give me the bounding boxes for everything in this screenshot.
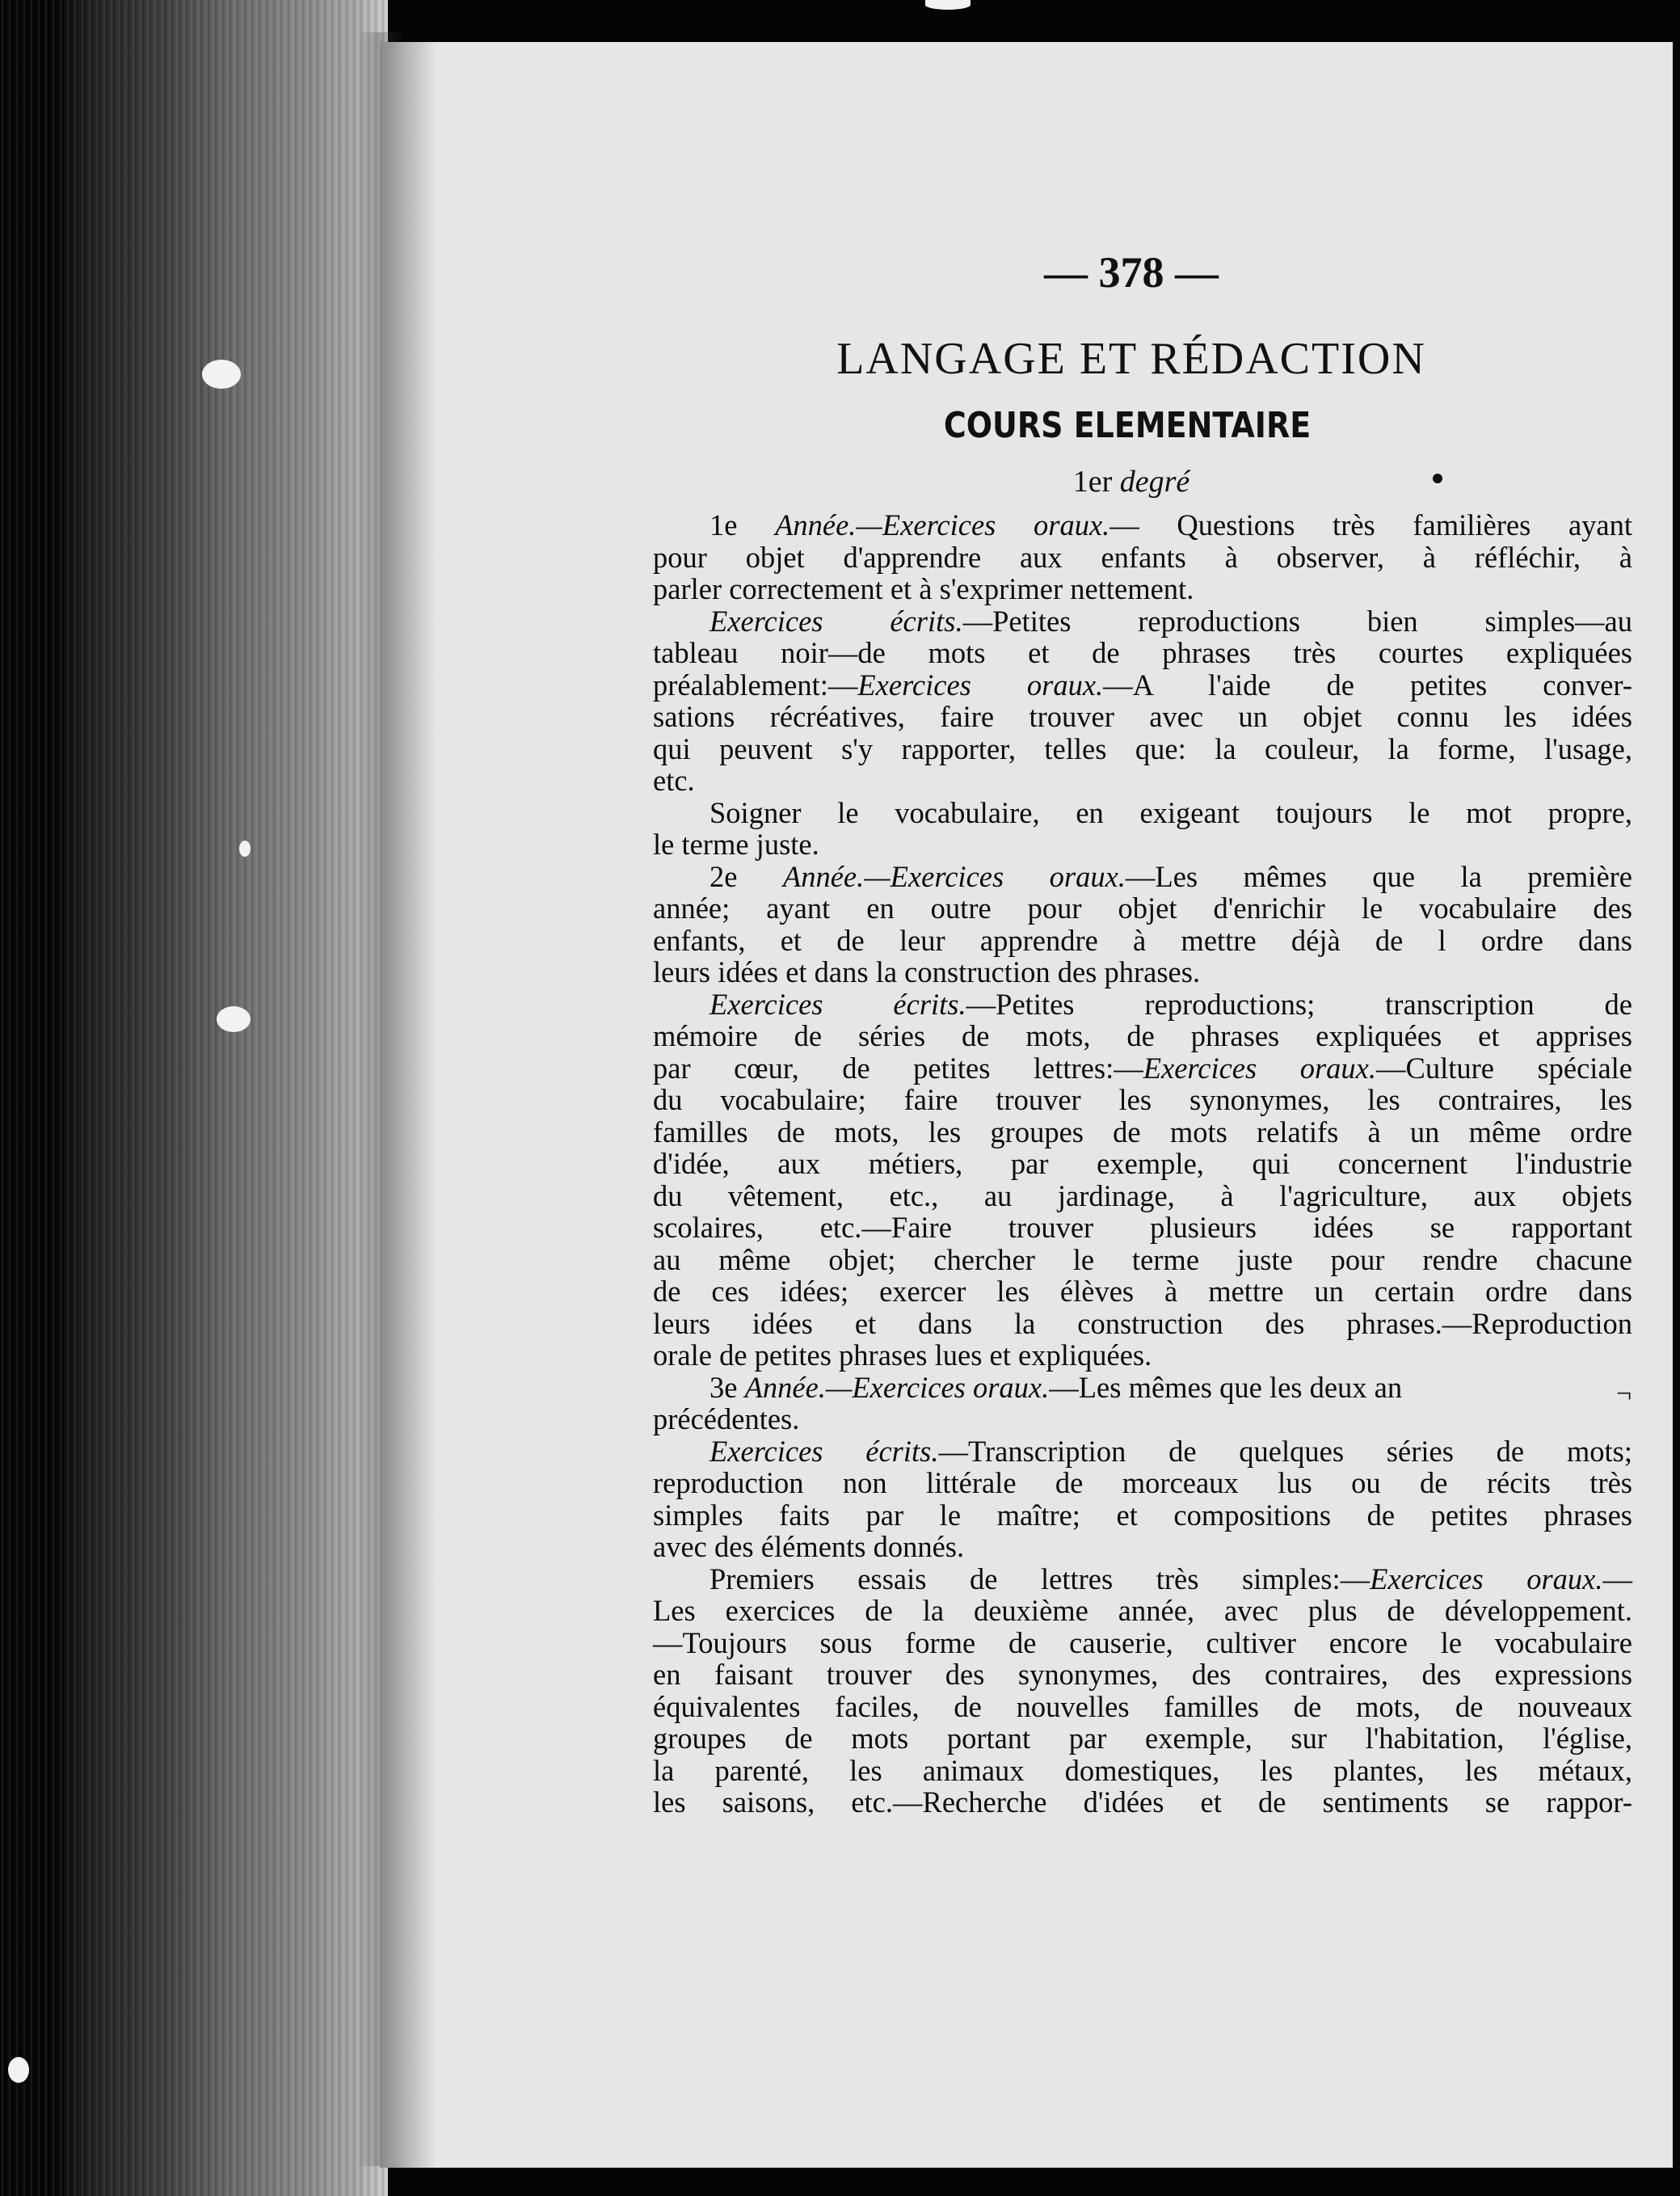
paper-spot (202, 360, 241, 389)
text-run: —Toujours sous forme de causerie, cultiver encore le vocabulaire (653, 1625, 1632, 1659)
text-run: du vêtement, etc., au jardinage, à l'agriculture, aux objets (653, 1178, 1632, 1212)
text-line (653, 1786, 1632, 1819)
stray-mark (1433, 474, 1442, 483)
text-run: les saisons, etc.—Recherche d'idées et de sentiments se rappor- (653, 1785, 1632, 1819)
text-line (653, 701, 1632, 733)
paper-spot (925, 0, 971, 10)
text-run: —Culture spéciale (1375, 1051, 1632, 1085)
text-line (653, 573, 1632, 605)
italic-run: Exercices écrits. (709, 987, 966, 1021)
text-run: année; ayant en outre pour objet d'enrichir le vocabulaire des (653, 891, 1632, 925)
text-run: la parenté, les animaux domestiques, les plantes, les métaux, (653, 1753, 1632, 1787)
text-run: — (1602, 1562, 1632, 1595)
text-run: Premiers essais de lettres très simples:— (709, 1562, 1371, 1595)
text-run: pour objet d'apprendre aux enfants à observer, à réfléchir, à (653, 540, 1632, 574)
text-run: groupes de mots portant par exemple, sur l'habitation, l'église, (653, 1722, 1632, 1755)
text-line (653, 1180, 1632, 1212)
text-run: mémoire de séries de mots, de phrases expliquées et apprises (653, 1019, 1632, 1052)
section-subtitle: COURS ELEMENTAIRE (943, 404, 1312, 446)
text-run: —Les mêmes que la première (1125, 859, 1632, 893)
book-spine (0, 0, 388, 2196)
text-line (653, 637, 1632, 669)
text-run: Soigner le vocabulaire, en exigeant toujours le mot propre, (709, 795, 1632, 829)
text-line (653, 1499, 1632, 1532)
text-line (653, 1755, 1632, 1787)
text-run: Les exercices de la deuxième année, avec plus de développement. (653, 1594, 1632, 1627)
text-run: — Questions très familières ayant (1109, 508, 1632, 542)
degree-heading (1026, 464, 1236, 499)
text-run: —Les mêmes que les deux an (1049, 1370, 1403, 1404)
text-line (653, 1595, 1632, 1627)
text-run: au même objet; chercher le terme juste pour rendre chacune (653, 1242, 1632, 1276)
text-line (653, 956, 1632, 988)
text-run: leurs idées et dans la construction des phrases. (653, 955, 1201, 988)
text-line (653, 1244, 1632, 1276)
text-line (653, 1372, 1632, 1404)
text-line (653, 797, 1632, 829)
text-run: 1e (709, 508, 776, 542)
text-line (653, 925, 1632, 957)
stray-mark: ¬ (1616, 1379, 1632, 1409)
text-line (653, 1148, 1632, 1180)
text-line (653, 542, 1632, 574)
paper-spot (239, 841, 251, 857)
text-line (653, 828, 1632, 861)
text-run: avec des éléments donnés. (653, 1530, 965, 1563)
body-text (653, 509, 1632, 1819)
text-run: —Petites reproductions bien simples—au (962, 604, 1632, 638)
text-run: reproduction non littérale de morceaux lus ou de récits très (653, 1466, 1632, 1499)
text-run: orale de petites phrases lues et expliquées. (653, 1338, 1152, 1372)
text-run: enfants, et de leur apprendre à mettre déjà de l ordre dans (653, 923, 1632, 957)
text-line (653, 1403, 1632, 1435)
text-line (653, 988, 1632, 1021)
italic-run: Année.—Exercices oraux. (782, 859, 1126, 893)
text-run: parler correctement et à s'exprimer nettement. (653, 572, 1194, 605)
text-run: équivalentes faciles, de nouvelles familles de mots, de nouveaux (653, 1689, 1632, 1723)
text-line (653, 1722, 1632, 1755)
text-line (653, 1435, 1632, 1468)
text-line (653, 669, 1632, 702)
text-line (653, 861, 1632, 893)
text-run: tableau noir—de mots et de phrases très courtes expliquées (653, 636, 1632, 669)
text-run: 2e (709, 859, 783, 893)
italic-run: Exercices oraux. (1370, 1562, 1603, 1595)
text-run: leurs idées et dans la construction des phrases.—Reproduction (653, 1306, 1632, 1340)
text-run: du vocabulaire; faire trouver les synonymes, les contraires, les (653, 1083, 1632, 1116)
text-run: en faisant trouver des synonymes, des contraires, des expressions (653, 1658, 1632, 1691)
text-line (653, 1467, 1632, 1499)
text-line (653, 1275, 1632, 1308)
text-run: qui peuvent s'y rapporter, telles que: la couleur, la forme, l'usage, (653, 731, 1632, 765)
text-line (653, 1084, 1632, 1116)
degree-label: degré (1119, 465, 1190, 499)
text-run: —A l'aide de petites conver- (1103, 668, 1632, 702)
italic-run: Année.—Exercices oraux. (744, 1370, 1050, 1404)
text-run: scolaires, etc.—Faire trouver plusieurs idées se rapportant (653, 1211, 1632, 1244)
paper-spot (217, 1006, 251, 1032)
text-run: de ces idées; exercer les élèves à mettre un certain ordre dans (653, 1275, 1632, 1308)
text-line (653, 1020, 1632, 1052)
text-line (653, 1627, 1632, 1659)
paper-spot (8, 2057, 29, 2083)
section-title: LANGAGE ET RÉDACTION (836, 334, 1426, 384)
text-run: précédentes. (653, 1402, 800, 1435)
text-run: d'idée, aux métiers, par exemple, qui concernent l'industrie (653, 1147, 1632, 1180)
text-run: —Petites reproductions; transcription de (966, 987, 1632, 1021)
text-run: préalablement:— (653, 668, 858, 702)
text-run: etc. (653, 764, 695, 797)
text-line (653, 509, 1632, 542)
text-line (653, 605, 1632, 638)
italic-run: Exercices écrits. (709, 1434, 939, 1468)
text-line (653, 1308, 1632, 1340)
text-run: sations récréatives, faire trouver avec un objet connu les idées (653, 700, 1632, 733)
text-line (653, 733, 1632, 765)
text-run: familles de mots, les groupes de mots relatifs à un même ordre (653, 1115, 1632, 1149)
text-run: par cœur, de petites lettres:— (653, 1051, 1143, 1085)
text-line (653, 1531, 1632, 1563)
page-number: — 378 — (1044, 248, 1219, 297)
italic-run: Année.—Exercices oraux. (775, 508, 1110, 542)
italic-run: Exercices oraux. (1143, 1051, 1376, 1085)
degree-number: 1er (1072, 465, 1113, 499)
text-line (653, 1659, 1632, 1691)
text-line (653, 765, 1632, 797)
text-line (653, 1212, 1632, 1244)
text-run: 3e (709, 1370, 745, 1404)
text-line (653, 1339, 1632, 1372)
italic-run: Exercices oraux. (857, 668, 1104, 702)
text-line (653, 1691, 1632, 1723)
text-line (653, 892, 1632, 925)
text-line (653, 1052, 1632, 1085)
text-run: le terme juste. (653, 828, 819, 861)
page-gutter-shadow (380, 42, 436, 2168)
text-line (653, 1116, 1632, 1149)
text-run: —Transcription de quelques séries de mots; (938, 1434, 1632, 1468)
italic-run: Exercices écrits. (709, 604, 963, 638)
text-run: simples faits par le maître; et compositions de petites phrases (653, 1498, 1632, 1532)
text-line (653, 1563, 1632, 1595)
